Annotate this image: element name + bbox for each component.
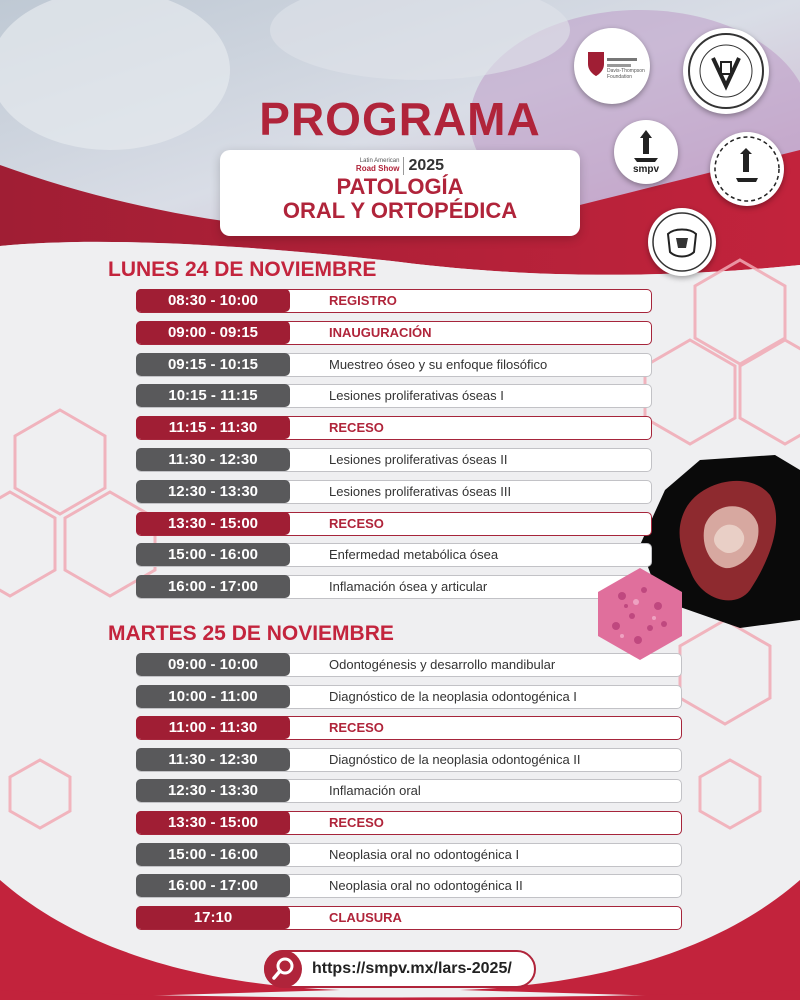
session-activity: Enfermedad metabólica ósea <box>329 547 499 563</box>
url-link[interactable]: https://smpv.mx/lars-2025/ <box>312 960 512 977</box>
session-time: 15:00 - 16:00 <box>136 843 290 866</box>
schedule-row <box>136 906 682 930</box>
day1-title: LUNES 24 DE NOVIEMBRE <box>108 258 377 281</box>
road-show-logo <box>220 157 580 175</box>
smpv-logo: smpv <box>614 120 678 184</box>
session-time: 17:10 <box>136 906 290 929</box>
session-time: 13:30 - 15:00 <box>136 512 290 535</box>
histology-hexagon-image <box>592 566 688 662</box>
shield-icon <box>574 28 650 104</box>
schedule-row <box>136 575 652 599</box>
session-activity: RECESO <box>329 420 384 436</box>
session-activity: INAUGURACIÓN <box>329 324 432 340</box>
session-activity: CLAUSURA <box>329 909 402 925</box>
schedule-row <box>136 716 682 740</box>
event-card <box>220 150 580 236</box>
session-activity: REGISTRO <box>329 293 397 308</box>
schedule-row <box>136 874 682 898</box>
session-time: 16:00 - 17:00 <box>136 874 290 897</box>
road-show-year: 2025 <box>403 157 444 175</box>
schedule-row <box>136 353 652 377</box>
session-time: 09:00 - 09:15 <box>136 321 290 344</box>
schedule-row <box>136 384 652 408</box>
session-activity: Lesiones proliferativas óseas I <box>329 388 504 404</box>
session-time: 15:00 - 16:00 <box>136 543 290 566</box>
session-time: 09:00 - 10:00 <box>136 653 290 676</box>
session-activity: Lesiones proliferativas óseas II <box>329 452 508 467</box>
session-activity: RECESO <box>329 515 384 531</box>
search-button[interactable] <box>264 950 302 988</box>
session-activity: Odontogénesis y desarrollo mandibular <box>329 657 556 672</box>
schedule-row <box>136 843 682 867</box>
schedule-row <box>136 512 652 536</box>
session-time: 08:30 - 10:00 <box>136 289 290 312</box>
session-activity: Inflamación ósea y articular <box>329 579 488 595</box>
session-time: 13:30 - 15:00 <box>136 811 290 834</box>
page-title: PROGRAMA <box>259 93 541 145</box>
schedule-row <box>136 448 652 472</box>
session-activity: Muestreo óseo y su enfoque filosófico <box>329 356 548 372</box>
road-show-name: Road Show <box>355 164 400 173</box>
animals-microscope-logo <box>710 132 784 206</box>
session-time: 11:15 - 11:30 <box>136 416 290 439</box>
session-time: 16:00 - 17:00 <box>136 575 290 598</box>
course-title-line2: ORAL Y ORTOPÉDICA <box>282 198 518 223</box>
session-time: 11:00 - 11:30 <box>136 716 290 739</box>
unam-icon <box>648 208 716 276</box>
road-show-top: Latin American <box>359 158 400 164</box>
schedule-row <box>136 685 682 709</box>
schedule-row <box>136 543 652 567</box>
day2-title: MARTES 25 DE NOVIEMBRE <box>108 622 394 645</box>
davis-thompson-foundation-logo: Davis-Thompson Foundation <box>574 28 650 104</box>
unam-seal-logo <box>648 208 716 276</box>
session-activity: Inflamación oral <box>329 783 421 799</box>
session-time: 11:30 - 12:30 <box>136 748 290 771</box>
session-time: 10:00 - 11:00 <box>136 685 290 708</box>
session-activity: Diagnóstico de la neoplasia odontogénica I <box>329 688 577 704</box>
university-seal-logo <box>683 28 769 114</box>
session-time: 10:15 - 11:15 <box>136 384 290 407</box>
session-activity: Lesiones proliferativas óseas III <box>329 483 512 499</box>
schedule-row <box>136 321 652 345</box>
schedule-row <box>136 748 682 772</box>
seal-icon <box>683 28 769 114</box>
course-title-line1: PATOLOGÍA <box>336 174 464 199</box>
session-activity: Neoplasia oral no odontogénica I <box>329 846 520 862</box>
schedule-row <box>136 779 682 803</box>
session-activity: Neoplasia oral no odontogénica II <box>329 878 523 894</box>
session-time: 11:30 - 12:30 <box>136 448 290 471</box>
session-activity: RECESO <box>329 720 384 736</box>
schedule-row <box>136 289 652 313</box>
session-time: 12:30 - 13:30 <box>136 480 290 503</box>
schedule-row <box>136 416 652 440</box>
url-bar[interactable] <box>264 950 536 988</box>
session-activity: Diagnóstico de la neoplasia odontogénica II <box>329 751 581 767</box>
schedule-row <box>136 811 682 835</box>
session-activity: RECESO <box>329 815 384 830</box>
animals-icon <box>710 132 784 206</box>
session-time: 12:30 - 13:30 <box>136 779 290 802</box>
schedule-row <box>136 480 652 504</box>
session-time: 09:15 - 10:15 <box>136 353 290 376</box>
search-icon <box>264 950 302 988</box>
